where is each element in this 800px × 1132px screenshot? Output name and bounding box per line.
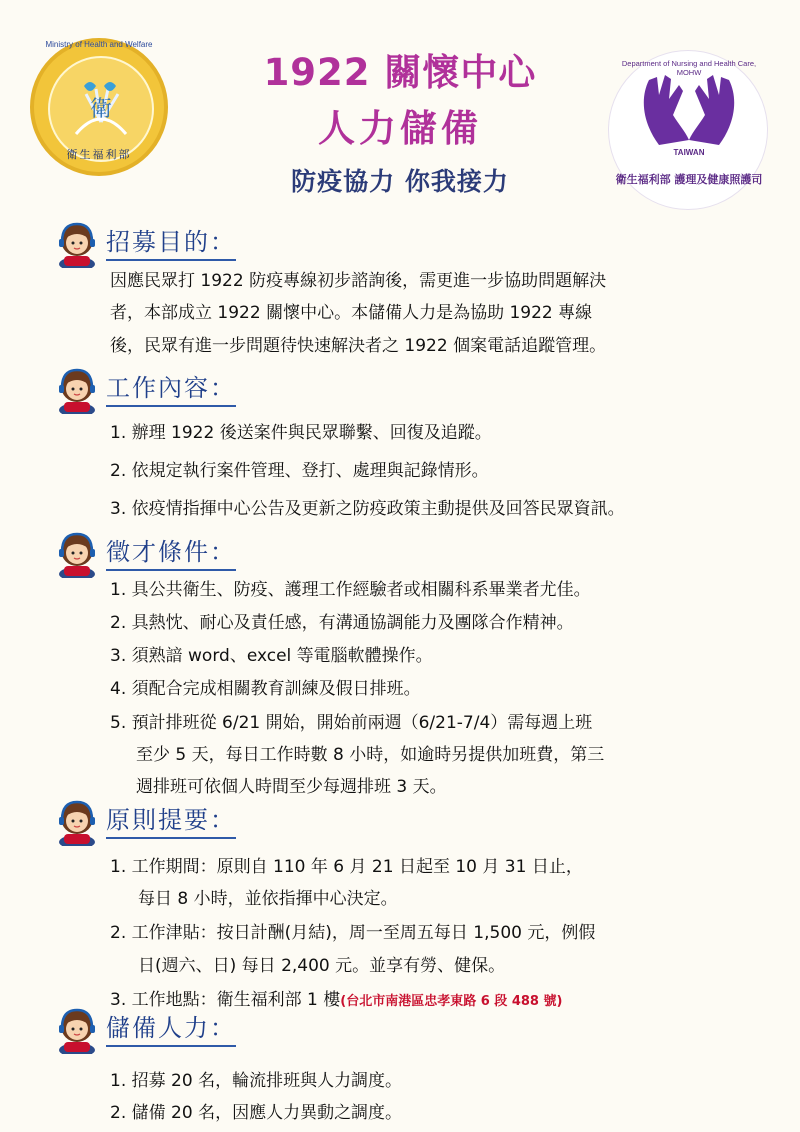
- purpose-line: 因應民眾打 1922 防疫專線初步諮詢後，需更進一步協助問題解決: [110, 271, 607, 291]
- svg-text:衛: 衛: [680, 102, 698, 121]
- requirements-line: 5. 預計排班從 6/21 開始，開始前兩週（6/21-7/4）需每週上班: [110, 713, 593, 733]
- reserve-line: 2. 儲備 20 名，因應人力異動之調度。: [110, 1103, 403, 1123]
- section-title: 儲備人力：: [106, 1008, 236, 1047]
- logo-name: 衛生福利部: [66, 148, 132, 161]
- requirements-line: 至少 5 天，每日工作時數 8 小時，如逾時另提供加班費，第三: [136, 745, 605, 765]
- female-agent-headset-icon: [54, 1004, 100, 1054]
- requirements-line: 2. 具熱忱、耐心及責任感，有溝通協調能力及團隊合作精神。: [110, 613, 574, 633]
- requirements-line: 1. 具公共衛生、防疫、護理工作經驗者或相關科系畢業者尤佳。: [110, 580, 591, 600]
- section-title: 原則提要：: [106, 800, 236, 839]
- header: [0, 0, 800, 210]
- principles-line: 日(週六、日) 每日 2,400 元。並享有勞、健保。: [138, 956, 506, 976]
- duties-line: 1. 辦理 1922 後送案件與民眾聯繫、回復及追蹤。: [110, 423, 492, 443]
- section-title: 招募目的：: [106, 222, 236, 261]
- requirements-line: 3. 須熟諳 word、excel 等電腦軟體操作。: [110, 646, 433, 666]
- principles-line-location: [110, 985, 562, 1010]
- logo-ring-text: Department of Nursing and Health Care, MOHW: [621, 59, 757, 77]
- subtitle: 防疫協力 你我接力: [291, 167, 509, 196]
- principles-line: 1. 工作期間：原則自 110 年 6 月 21 日起至 10 月 31 日止，: [110, 857, 583, 877]
- logo-taiwan-text: TAIWAN: [673, 148, 705, 157]
- title-line-1: 1922 關懷中心: [263, 51, 537, 94]
- svg-text:衛: 衛: [89, 97, 113, 122]
- female-agent-headset-icon: [54, 796, 100, 846]
- female-agent-headset-icon: [54, 364, 100, 414]
- requirements-line: 4. 須配合完成相關教育訓練及假日排班。: [110, 679, 421, 699]
- address-note: (台北市南港區忠孝東路 6 段 488 號): [340, 994, 563, 1009]
- female-agent-headset-icon: [54, 218, 100, 268]
- ministry-logo-icon: [30, 38, 168, 176]
- duties-line: 3. 依疫情指揮中心公告及更新之防疫政策主動提供及回答民眾資訊。: [110, 499, 625, 519]
- logo-name: 衛生福利部 護理及健康照護司: [615, 173, 763, 186]
- nursing-dept-logo-icon: [608, 50, 768, 210]
- duties-line: 2. 依規定執行案件管理、登打、處理與記錄情形。: [110, 461, 489, 481]
- principles-line: 2. 工作津貼：按日計酬(月結)，周一至周五每日 1,500 元，例假: [110, 923, 596, 943]
- logo-ring-text: Ministry of Health and Welfare: [45, 40, 153, 49]
- section-title: 徵才條件：: [106, 532, 236, 571]
- purpose-line: 者，本部成立 1922 關懷中心。本儲備人力是為協助 1922 專線: [110, 303, 593, 323]
- section-title: 工作內容：: [106, 368, 236, 407]
- principles-line: 每日 8 小時，並依指揮中心決定。: [138, 889, 398, 909]
- title-line-2: 人力儲備: [318, 107, 482, 150]
- purpose-line: 後，民眾有進一步問題待快速解決者之 1922 個案電話追蹤管理。: [110, 336, 607, 356]
- requirements-line: 週排班可依個人時間至少每週排班 3 天。: [136, 777, 447, 797]
- location-text: 3. 工作地點：衛生福利部 1 樓: [110, 990, 341, 1010]
- female-agent-headset-icon: [54, 528, 100, 578]
- reserve-line: 1. 招募 20 名，輪流排班與人力調度。: [110, 1071, 403, 1091]
